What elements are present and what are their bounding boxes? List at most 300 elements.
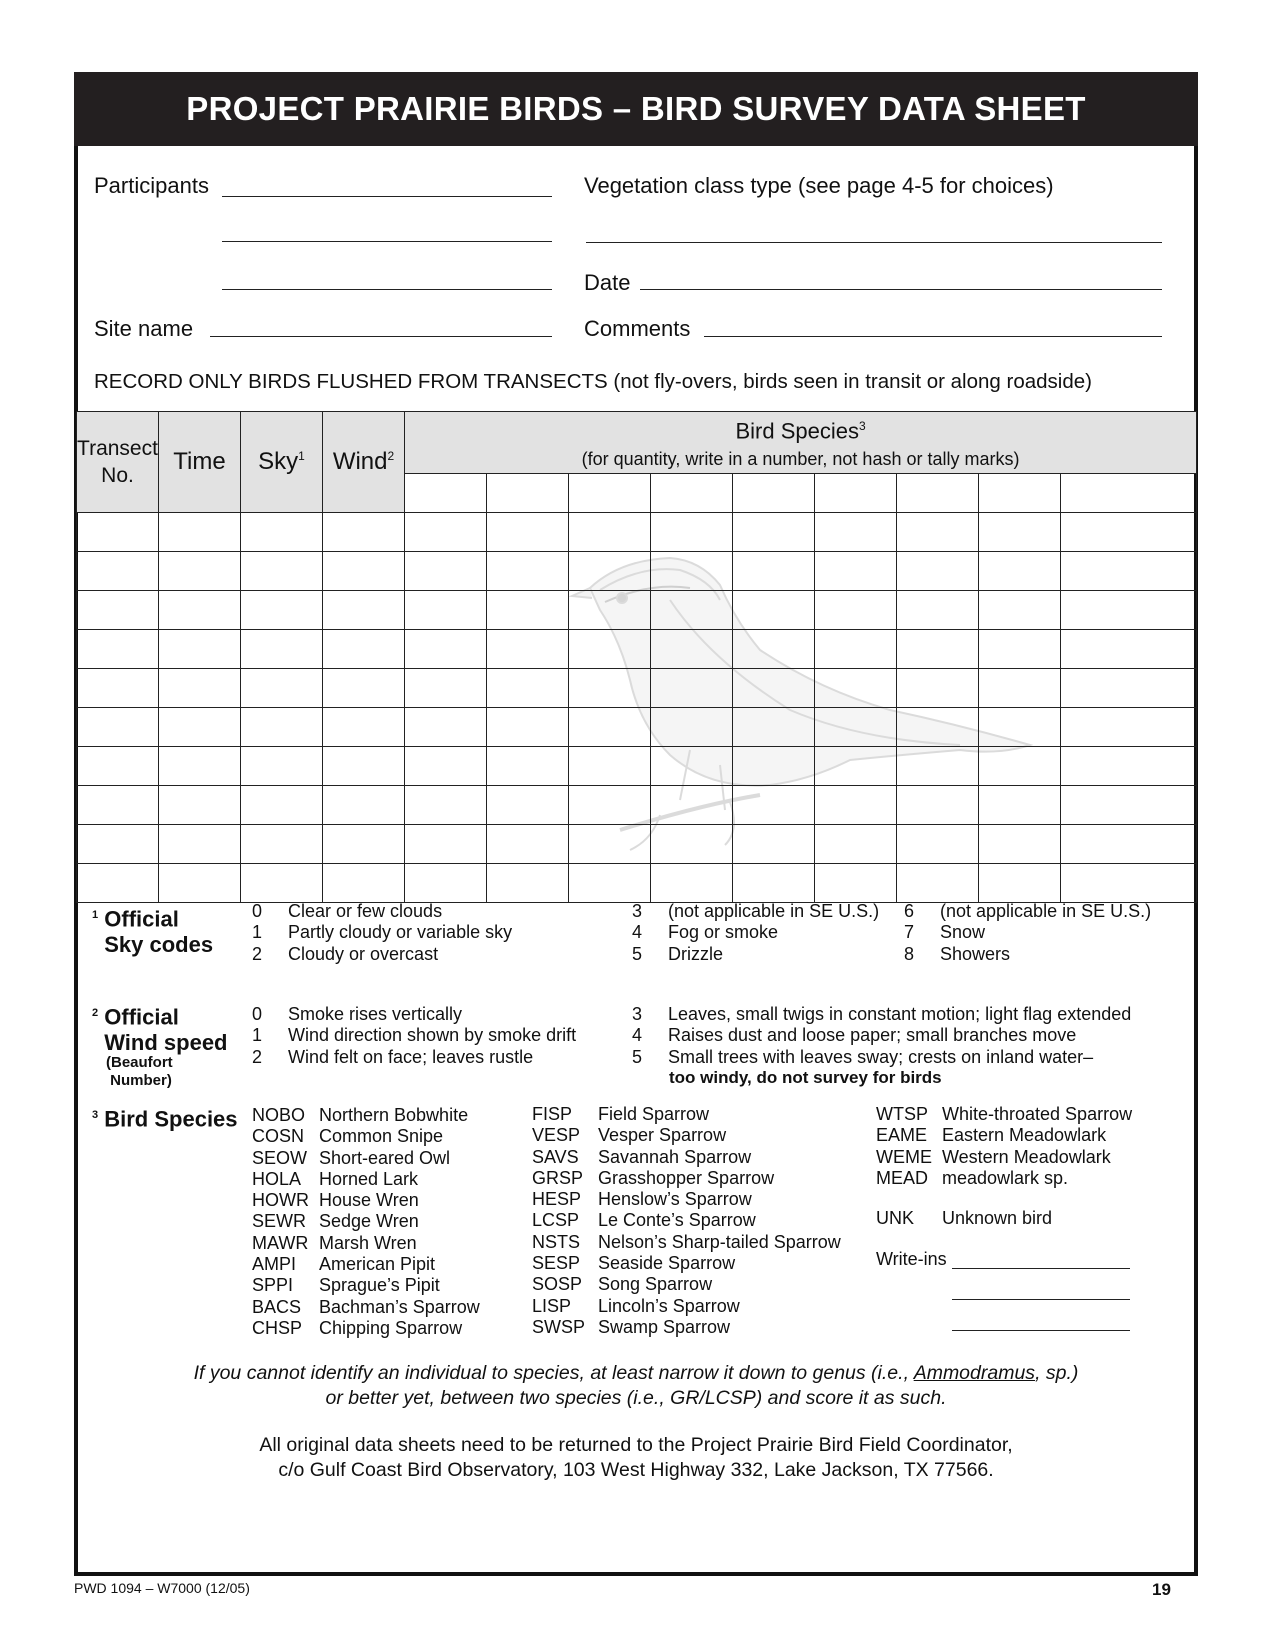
wind-code-row [252,1004,586,1025]
data-entry-cell[interactable] [569,825,651,864]
data-entry-cell[interactable] [897,591,979,630]
data-entry-cell[interactable] [159,708,241,747]
data-entry-cell[interactable] [979,825,1061,864]
data-entry-cell[interactable] [815,630,897,669]
data-entry-cell[interactable] [733,786,815,825]
data-entry-cell[interactable] [1061,747,1197,786]
data-entry-cell[interactable] [569,669,651,708]
code-description: meadowlark sp. [942,1167,1069,1188]
code-description: (not applicable in SE U.S.) [940,901,1152,921]
code-value: GRSP [532,1167,584,1188]
code-description: Nelson’s Sharp-tailed Sparrow [598,1231,841,1252]
data-entry-cell[interactable] [159,513,241,552]
data-entry-cell[interactable] [159,747,241,786]
sky-code-row [632,922,889,943]
data-entry-cell[interactable] [323,786,405,825]
data-entry-cell[interactable] [733,630,815,669]
table-row [77,786,1197,825]
table-row [77,552,1197,591]
site-name-field[interactable] [210,336,552,337]
code-description: Marsh Wren [319,1232,417,1253]
code-value: AMPI [252,1254,297,1275]
data-entry-cell[interactable] [405,825,487,864]
participants-label: Participants [94,173,209,198]
data-entry-cell[interactable] [323,669,405,708]
data-entry-cell[interactable] [815,513,897,552]
col-header-time: Time [159,412,241,513]
code-description: American Pipit [319,1254,436,1275]
data-entry-cell[interactable] [979,669,1061,708]
data-entry-cell[interactable] [897,552,979,591]
data-entry-cell[interactable] [241,552,323,591]
data-entry-cell[interactable] [1061,552,1197,591]
legend-row [252,1211,490,1232]
sky-code-row [252,944,522,965]
data-entry-cell[interactable] [77,708,159,747]
data-entry-cell[interactable] [897,630,979,669]
data-entry-cell[interactable] [487,864,569,903]
participants-field-1[interactable] [222,196,552,197]
code-value: NSTS [532,1231,581,1252]
code-value: COSN [252,1126,305,1147]
legend-row [252,1297,490,1318]
legend-row [532,1296,851,1317]
sky-code-row [904,922,1161,943]
wind-beaufort-note: (Beaufort Number) [106,1054,173,1089]
code-value: 1 [252,1025,263,1046]
data-entry-cell[interactable] [733,591,815,630]
data-entry-cell[interactable] [651,630,733,669]
code-value: 6 [904,901,915,921]
code-value: 3 [632,901,643,921]
legend-row [876,1104,1142,1125]
code-value: SEOW [252,1147,308,1168]
code-description: Northern Bobwhite [319,1105,469,1125]
unknown-bird-name: Unknown bird [942,1208,1053,1228]
data-entry-cell[interactable] [487,669,569,708]
wind-code-row [632,1004,1141,1025]
data-entry-cell[interactable] [487,708,569,747]
code-value: HESP [532,1189,582,1210]
sky-codes-col1 [252,901,522,965]
data-entry-cell[interactable] [159,825,241,864]
sky-codes-title: $^1$ Official Sky codes [92,906,214,958]
data-entry-cell[interactable] [733,513,815,552]
data-entry-cell[interactable] [651,552,733,591]
data-entry-cell[interactable] [405,552,487,591]
data-entry-cell[interactable] [241,708,323,747]
code-value: 0 [252,901,263,921]
code-value: 4 [632,922,643,943]
data-entry-cell[interactable] [241,864,323,903]
data-entry-cell[interactable] [323,552,405,591]
data-entry-cell[interactable] [77,786,159,825]
legend-row [252,1148,490,1169]
data-entry-cell[interactable] [733,708,815,747]
data-entry-cell[interactable] [241,825,323,864]
code-description: Leaves, small twigs in constant motion; light flag extended [668,1004,1132,1024]
legend-row [252,1254,490,1275]
data-entry-cell[interactable] [1061,825,1197,864]
participants-field-3[interactable] [222,289,552,290]
code-description: Showers [940,943,1011,964]
data-entry-cell[interactable] [815,825,897,864]
wind-codes-col2 [632,1004,1141,1068]
data-entry-cell[interactable] [569,708,651,747]
data-entry-cell[interactable] [815,747,897,786]
data-entry-cell[interactable] [77,825,159,864]
code-description: Sedge Wren [319,1211,419,1232]
code-value: 5 [632,943,643,964]
table-body [77,513,1197,903]
code-value: LCSP [532,1210,580,1231]
code-description: Sprague’s Pipit [319,1275,440,1296]
species-name-cell[interactable] [651,474,733,513]
data-entry-cell[interactable] [1061,708,1197,747]
code-value: WTSP [876,1104,928,1124]
data-entry-cell[interactable] [733,864,815,903]
code-value: 8 [904,943,915,964]
code-description: Fog or smoke [668,922,779,943]
wind-code-row [252,1025,586,1046]
data-entry-cell[interactable] [487,747,569,786]
sky-codes-col2 [632,901,889,965]
data-entry-cell[interactable] [487,630,569,669]
legend-row [252,1318,490,1339]
code-value: SAVS [532,1146,579,1167]
code-value: MEAD [876,1167,929,1188]
code-value: CHSP [252,1317,303,1338]
data-entry-cell[interactable] [979,591,1061,630]
data-entry-cell[interactable] [733,747,815,786]
table-row [77,747,1197,786]
data-entry-cell[interactable] [979,513,1061,552]
data-entry-cell[interactable] [1061,786,1197,825]
data-entry-cell[interactable] [651,708,733,747]
data-entry-cell[interactable] [405,513,487,552]
data-entry-cell[interactable] [733,552,815,591]
data-entry-cell[interactable] [323,825,405,864]
return-note: All original data sheets need to be returned to the Project Prairie Bird Field Coordinator, c/o Gulf Coast Bird Observatory, 103 West Highway 332, Lake Jackson, TX 77566. [259,1434,1013,1481]
code-value: VESP [532,1125,581,1146]
data-entry-cell[interactable] [979,786,1061,825]
code-value: MAWR [252,1232,309,1253]
data-entry-cell[interactable] [241,786,323,825]
data-entry-cell[interactable] [569,591,651,630]
vegetation-field[interactable] [586,242,1162,243]
data-entry-cell[interactable] [651,669,733,708]
code-description: Common Snipe [319,1126,444,1147]
wind-codes-col1 [252,1004,586,1068]
code-description: Small trees with leaves sway; crests on inland water– [668,1046,1094,1067]
code-description: Lincoln’s Sparrow [598,1295,740,1316]
data-entry-cell[interactable] [897,825,979,864]
record-note: RECORD ONLY BIRDS FLUSHED FROM TRANSECTS (not fly-overs, birds seen in transit or along roadside) [94,370,1092,393]
legend-row [532,1104,851,1125]
data-entry-cell[interactable] [897,864,979,903]
sky-code-row [632,901,889,922]
data-entry-cell[interactable] [897,786,979,825]
data-entry-cell[interactable] [815,552,897,591]
data-entry-cell[interactable] [405,864,487,903]
data-entry-cell[interactable] [897,747,979,786]
code-value: 1 [252,922,263,943]
code-description: Field Sparrow [598,1104,710,1124]
code-value: 5 [632,1046,643,1067]
code-value: SEWR [252,1211,306,1232]
legend-row [532,1232,851,1253]
legend-row [532,1210,851,1231]
data-entry-cell[interactable] [1061,591,1197,630]
code-description: Snow [940,922,986,943]
data-entry-cell[interactable] [733,669,815,708]
data-entry-cell[interactable] [159,669,241,708]
col-header-bird-species: Bird Species$^3$ (for quantity, write in a number, not hash or tally marks) [405,412,1197,474]
legend-row [532,1168,851,1189]
data-entry-cell[interactable] [1061,864,1197,903]
data-entry-cell[interactable] [241,630,323,669]
code-description: White-throated Sparrow [942,1104,1133,1124]
species-name-cell[interactable] [815,474,897,513]
data-entry-cell[interactable] [405,669,487,708]
code-description: House Wren [319,1190,419,1211]
code-description: Song Sparrow [598,1274,713,1295]
code-value: 0 [252,1004,263,1024]
data-entry-cell[interactable] [1061,630,1197,669]
data-entry-cell[interactable] [651,747,733,786]
legend-row [532,1253,851,1274]
data-entry-cell[interactable] [77,591,159,630]
code-description: Seaside Sparrow [598,1253,736,1274]
data-entry-cell[interactable] [487,786,569,825]
write-ins-label: Write-ins [876,1249,947,1269]
data-entry-cell[interactable] [979,864,1061,903]
date-label: Date [584,270,631,295]
wind-speed-title: $^2$ Official Wind speed [92,1004,228,1056]
write-in-field-3[interactable] [952,1330,1130,1331]
data-entry-cell[interactable] [159,864,241,903]
code-value: EAME [876,1125,928,1146]
page-number: 19 [1152,1580,1171,1599]
data-entry-cell[interactable] [569,747,651,786]
bird-species-title: $^3$ Bird Species [92,1106,238,1132]
write-in-field-1[interactable] [952,1268,1130,1269]
data-entry-cell[interactable] [241,591,323,630]
code-value: LISP [532,1295,572,1316]
legend-row [876,1125,1142,1146]
code-description: Cloudy or overcast [288,943,439,964]
table-row [77,825,1197,864]
data-entry-cell[interactable] [487,552,569,591]
data-entry-cell[interactable] [733,825,815,864]
data-entry-cell[interactable] [1061,669,1197,708]
legend-row [252,1169,490,1190]
sky-codes-col3 [904,901,1161,965]
data-entry-cell[interactable] [979,747,1061,786]
code-value: BACS [252,1296,302,1317]
code-description: Savannah Sparrow [598,1146,752,1167]
data-entry-cell[interactable] [323,708,405,747]
data-entry-cell[interactable] [241,513,323,552]
code-value: HOWR [252,1190,309,1211]
species-name-cell[interactable] [897,474,979,513]
data-entry-cell[interactable] [77,864,159,903]
legend-row [252,1105,490,1126]
data-entry-cell[interactable] [651,864,733,903]
legend-row [532,1274,851,1295]
page-title: PROJECT PRAIRIE BIRDS – BIRD SURVEY DATA SHEET [74,72,1198,146]
data-entry-cell[interactable] [979,552,1061,591]
data-entry-cell[interactable] [323,864,405,903]
data-entry-cell[interactable] [405,786,487,825]
data-entry-cell[interactable] [569,630,651,669]
data-entry-cell[interactable] [651,786,733,825]
data-entry-cell[interactable] [651,513,733,552]
data-entry-cell[interactable] [241,669,323,708]
data-entry-cell[interactable] [159,552,241,591]
data-entry-cell[interactable] [405,591,487,630]
code-value: 2 [252,1046,263,1067]
comments-field[interactable] [704,336,1162,337]
data-entry-cell[interactable] [569,786,651,825]
species-name-cell[interactable] [979,474,1061,513]
table-row [77,708,1197,747]
data-entry-cell[interactable] [405,747,487,786]
species-codes-col1 [252,1105,490,1339]
code-value: SPPI [252,1275,294,1296]
legend-row [876,1147,1142,1168]
code-description: Partly cloudy or variable sky [288,922,513,943]
code-value: SESP [532,1253,581,1274]
species-name-cell[interactable] [733,474,815,513]
code-description: Wind felt on face; leaves rustle [288,1046,534,1067]
code-description: (not applicable in SE U.S.) [668,901,880,921]
code-description: Vesper Sparrow [598,1125,727,1146]
sky-code-row [632,944,889,965]
data-entry-cell[interactable] [323,513,405,552]
data-entry-cell[interactable] [897,669,979,708]
data-entry-cell[interactable] [979,630,1061,669]
code-description: Horned Lark [319,1168,419,1189]
data-entry-cell[interactable] [159,786,241,825]
code-description: Bachman’s Sparrow [319,1296,480,1317]
data-entry-cell[interactable] [77,552,159,591]
sky-code-row [252,922,522,943]
data-entry-cell[interactable] [77,747,159,786]
code-value: 4 [632,1025,643,1046]
species-name-cell[interactable] [569,474,651,513]
data-entry-cell[interactable] [323,630,405,669]
form-id: PWD 1094 – W7000 (12/05) [74,1580,250,1596]
sky-code-row [904,901,1161,922]
data-entry-cell[interactable] [815,786,897,825]
code-description: Grasshopper Sparrow [598,1167,775,1188]
data-entry-cell[interactable] [569,552,651,591]
code-value: WEME [876,1146,932,1167]
table-row [77,591,1197,630]
data-entry-cell[interactable] [897,708,979,747]
data-entry-cell[interactable] [487,513,569,552]
wind-code-row [632,1025,1141,1046]
unknown-bird-code: UNK [876,1208,915,1228]
code-description: Swamp Sparrow [598,1316,731,1337]
code-value: FISP [532,1104,573,1124]
code-value: 3 [632,1004,643,1024]
code-description: Short-eared Owl [319,1147,451,1168]
code-description: Western Meadowlark [942,1146,1111,1167]
data-entry-cell[interactable] [1061,513,1197,552]
wind-warning: too windy, do not survey for birds [669,1068,942,1087]
species-name-cell[interactable] [487,474,569,513]
legend-row [252,1233,490,1254]
species-codes-col2 [532,1104,851,1338]
data-entry-cell[interactable] [159,591,241,630]
legend-row [252,1190,490,1211]
data-entry-cell[interactable] [897,513,979,552]
code-value: HOLA [252,1168,302,1189]
data-entry-cell[interactable] [405,630,487,669]
code-value: SWSP [532,1316,586,1337]
col-header-transect: Transect No. [77,412,159,513]
data-entry-cell[interactable] [815,669,897,708]
table-row [77,630,1197,669]
species-codes-col3 [876,1104,1142,1189]
data-entry-cell[interactable] [159,630,241,669]
data-entry-cell[interactable] [815,708,897,747]
data-entry-cell[interactable] [569,864,651,903]
data-entry-cell[interactable] [651,591,733,630]
data-entry-cell[interactable] [569,513,651,552]
wind-code-row [252,1047,586,1068]
species-name-cell[interactable] [405,474,487,513]
data-entry-cell[interactable] [77,630,159,669]
comments-label: Comments [584,316,691,341]
data-entry-cell[interactable] [487,591,569,630]
col-header-wind: Wind$^2$ [323,412,405,513]
table-row [77,864,1197,903]
date-field[interactable] [640,289,1162,290]
species-name-cell[interactable] [1061,474,1197,513]
code-value: 2 [252,943,263,964]
data-entry-cell[interactable] [241,747,323,786]
data-entry-cell[interactable] [323,747,405,786]
code-description: Drizzle [668,943,724,964]
legend-row [532,1125,851,1146]
data-entry-cell[interactable] [815,864,897,903]
data-entry-cell[interactable] [815,591,897,630]
code-value: SOSP [532,1274,583,1295]
write-in-field-2[interactable] [952,1299,1130,1300]
code-value: NOBO [252,1105,306,1125]
data-entry-cell[interactable] [77,513,159,552]
data-entry-cell[interactable] [77,669,159,708]
code-value: 7 [904,922,915,943]
table-row [77,669,1197,708]
data-entry-cell[interactable] [323,591,405,630]
participants-field-2[interactable] [222,241,552,242]
wind-code-row [632,1047,1141,1068]
code-description: Le Conte’s Sparrow [598,1210,756,1231]
genus-note: If you cannot identify an individual to species, at least narrow it down to genus (i.e., Ammodramus, sp.) or better yet, between two species (i.e., GR/LCSP) and score it as such. [193,1362,1079,1409]
data-entry-cell[interactable] [405,708,487,747]
sky-code-row [252,901,522,922]
col-header-sky: Sky$^1$ [241,412,323,513]
data-entry-cell[interactable] [651,825,733,864]
code-description: Wind direction shown by smoke drift [288,1025,577,1046]
data-entry-cell[interactable] [979,708,1061,747]
legend-row [252,1275,490,1296]
data-entry-cell[interactable] [487,825,569,864]
